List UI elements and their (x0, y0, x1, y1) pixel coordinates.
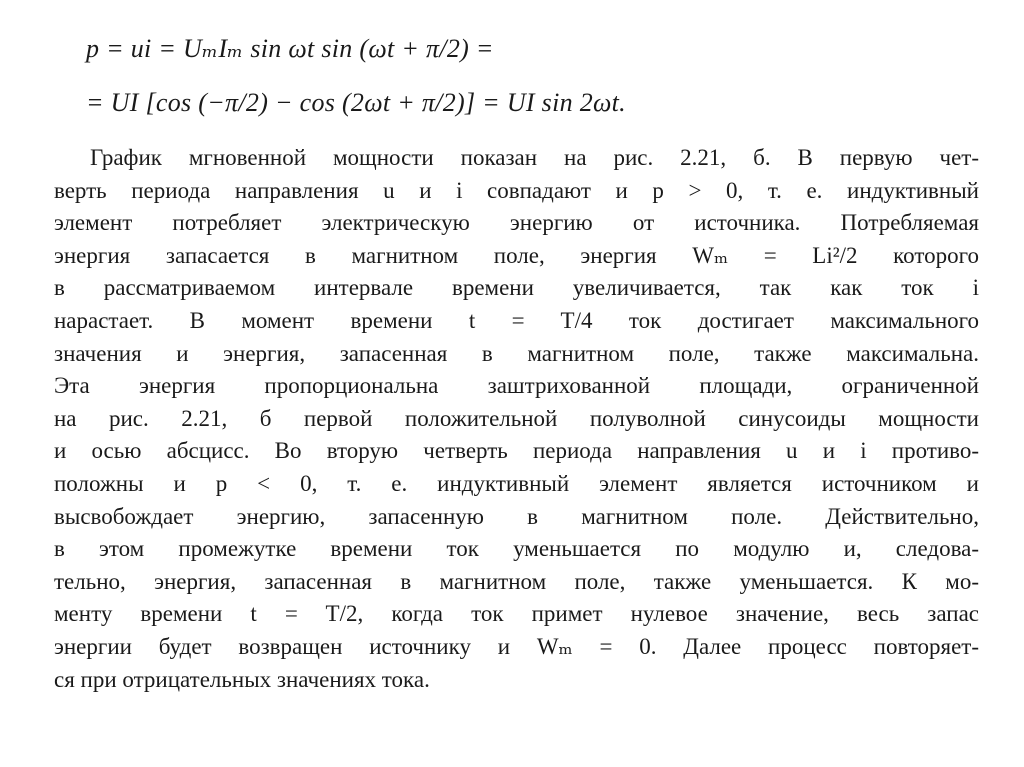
text-line: менту времени t = T/2, когда ток примет нулевое значение, весь запас (54, 601, 979, 627)
text-line: и осью абсцисс. Во вторую четверть периода направления u и i противо- (54, 438, 979, 464)
formula-line-1: p = ui = UₘIₘ sin ωt sin (ωt + π/2) = (86, 34, 494, 63)
formula-line-2: = UI [cos (−π/2) − cos (2ωt + π/2)] = UI sin 2ωt. (86, 88, 626, 117)
text-line: в этом промежутке времени ток уменьшается по модулю и, следова- (54, 536, 979, 562)
text-line: в рассматриваемом интервале времени увеличивается, так как ток i (54, 275, 979, 301)
text-line: энергия запасается в магнитном поле, энергия Wₘ = Li²/2 которого (54, 242, 979, 268)
text-line: энергии будет возвращен источнику и Wₘ = 0. Далее процесс повторяет- (54, 633, 979, 659)
paragraph (54, 142, 979, 696)
text-line: нарастает. В момент времени t = T/4 ток достигает максимального (54, 307, 979, 333)
text-line: высвобождает энергию, запасенную в магнитном поле. Действительно, (54, 503, 979, 529)
text-line: на рис. 2.21, б первой положительной полуволной синусоиды мощности (54, 405, 979, 431)
text-line: значения и энергия, запасенная в магнитном поле, также максимальна. (54, 340, 979, 366)
text-line: положны и p < 0, т. е. индуктивный элемент является источником и (54, 470, 979, 496)
text-line: График мгновенной мощности показан на рис. 2.21, б. В первую чет- (90, 145, 979, 170)
text-line: Эта энергия пропорциональна заштрихованной площади, ограниченной (54, 373, 979, 399)
text-line: тельно, энергия, запасенная в магнитном поле, также уменьшается. К мо- (54, 568, 979, 594)
text-line: ся при отрицательных значениях тока. (54, 666, 430, 692)
text-line: элемент потребляет электрическую энергию от источника. Потребляемая (54, 210, 979, 236)
text-line: верть периода направления u и i совпадают и p > 0, т. е. индуктивный (54, 177, 979, 203)
